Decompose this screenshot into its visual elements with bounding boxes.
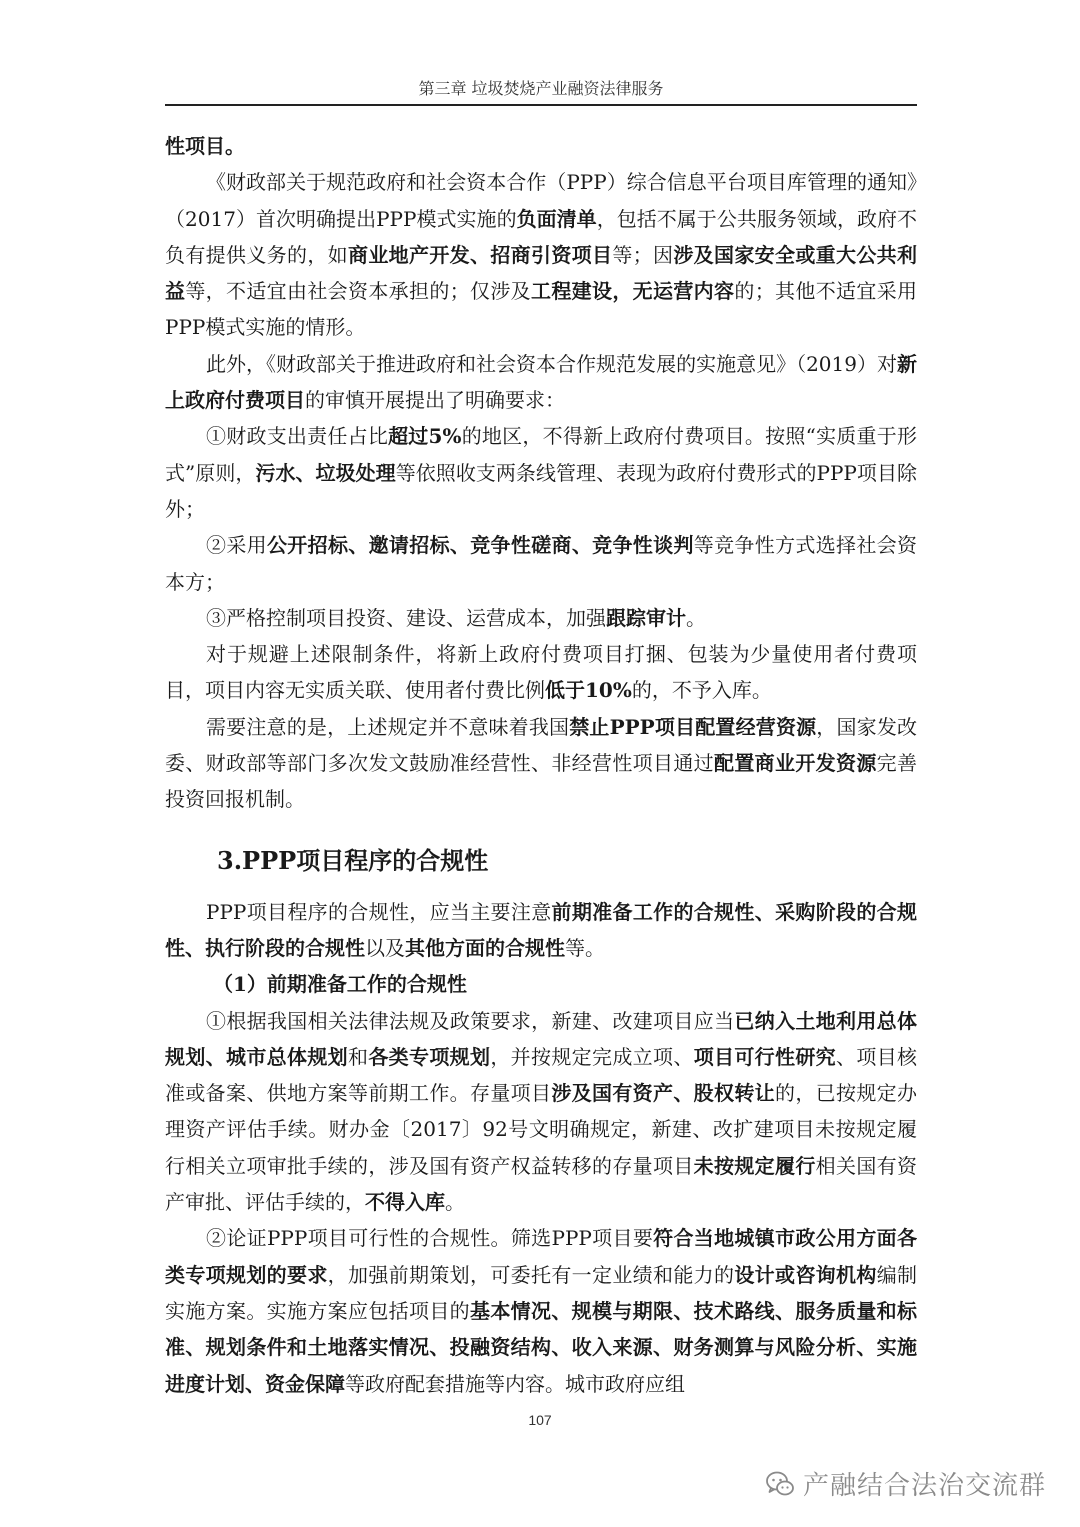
paragraph: 性项目。 bbox=[165, 134, 245, 158]
watermark-text: 产融结合法治交流群 bbox=[802, 1471, 1046, 1501]
list-item: ②论证PPP项目可行性的合规性。筛选PPP项目要符合当地城镇市政公用方面各类专项规划的要求，加强前期策划，可委托有一定业绩和能力的设计或咨询机构编制实施方案。实施方案应包括项目的基本情况、规模与期限、技术路线、服务质量和标准、规划条件和土地落实情况、投融资结构、收入来源、财务测算与风险分析、实施进度计划、资金保障等政府配套措施等内容。城市政府应组 bbox=[165, 1226, 918, 1396]
page-body bbox=[165, 128, 917, 1402]
running-header: 第三章 垃圾焚烧产业融资法律服务 bbox=[418, 79, 664, 98]
paragraph: 此外，《财政部关于推进政府和社会资本合作规范发展的实施意见》（2019）对新上政府付费项目的审慎开展提出了明确要求： bbox=[165, 351, 917, 413]
paragraph: 对于规避上述限制条件，将新上政府付费项目打捆、包装为少量使用者付费项目，项目内容无实质关联、使用者付费比例低于10%的，不予入库。 bbox=[165, 642, 917, 703]
paragraph: 《财政部关于规范政府和社会资本合作（PPP）综合信息平台项目库管理的通知》（2017）首次明确提出PPP模式实施的负面清单，包括不属于公共服务领域，政府不负有提供义务的，如商业地产开发、招商引资项目等；因涉及国家安全或重大公共利益等，不适宜由社会资本承担的；仅涉及工程建设，无运营内容的；其他不适宜采用PPP模式实施的情形。 bbox=[165, 170, 918, 340]
wechat-icon bbox=[765, 1469, 795, 1499]
list-item: ①财政支出责任占比超过5%的地区，不得新上政府付费项目。按照“实质重于形式”原则，污水、垃圾处理等依照收支两条线管理、表现为政府付费形式的PPP项目除外； bbox=[165, 424, 918, 521]
paragraph: PPP项目程序的合规性，应当主要注意前期准备工作的合规性、采购阶段的合规性、执行阶段的合规性以及其他方面的合规性等。 bbox=[165, 899, 918, 960]
section-heading: 3.PPP项目程序的合规性 bbox=[217, 845, 489, 875]
list-item: ②采用公开招标、邀请招标、竞争性磋商、竞争性谈判等竞争性方式选择社会资本方； bbox=[165, 533, 918, 594]
header-divider bbox=[165, 104, 917, 106]
page-number: 107 bbox=[528, 1412, 552, 1428]
list-item: ①根据我国相关法律法规及政策要求，新建、改建项目应当已纳入土地利用总体规划、城市总体规划和各类专项规划，并按规定完成立项、项目可行性研究、项目核准或备案、供地方案等前期工作。存量项目涉及国有资产、股权转让的，已按规定办理资产评估手续。财办金〔2017〕92号文明确规定，新建、改扩建项目未按规定履行相关立项审批手续的，涉及国有资产权益转移的存量项目未按规定履行相关国有资产审批、评估手续的，不得入库。 bbox=[165, 1008, 918, 1215]
watermark bbox=[765, 1465, 1046, 1502]
paragraph: 需要注意的是，上述规定并不意味着我国禁止PPP项目配置经营资源，国家发改委、财政部等部门多次发文鼓励准经营性、非经营性项目通过配置商业开发资源完善投资回报机制。 bbox=[165, 714, 918, 812]
subsection-heading: （1）前期准备工作的合规性 bbox=[213, 972, 467, 997]
list-item: ③严格控制项目投资、建设、运营成本，加强跟踪审计。 bbox=[206, 605, 706, 630]
